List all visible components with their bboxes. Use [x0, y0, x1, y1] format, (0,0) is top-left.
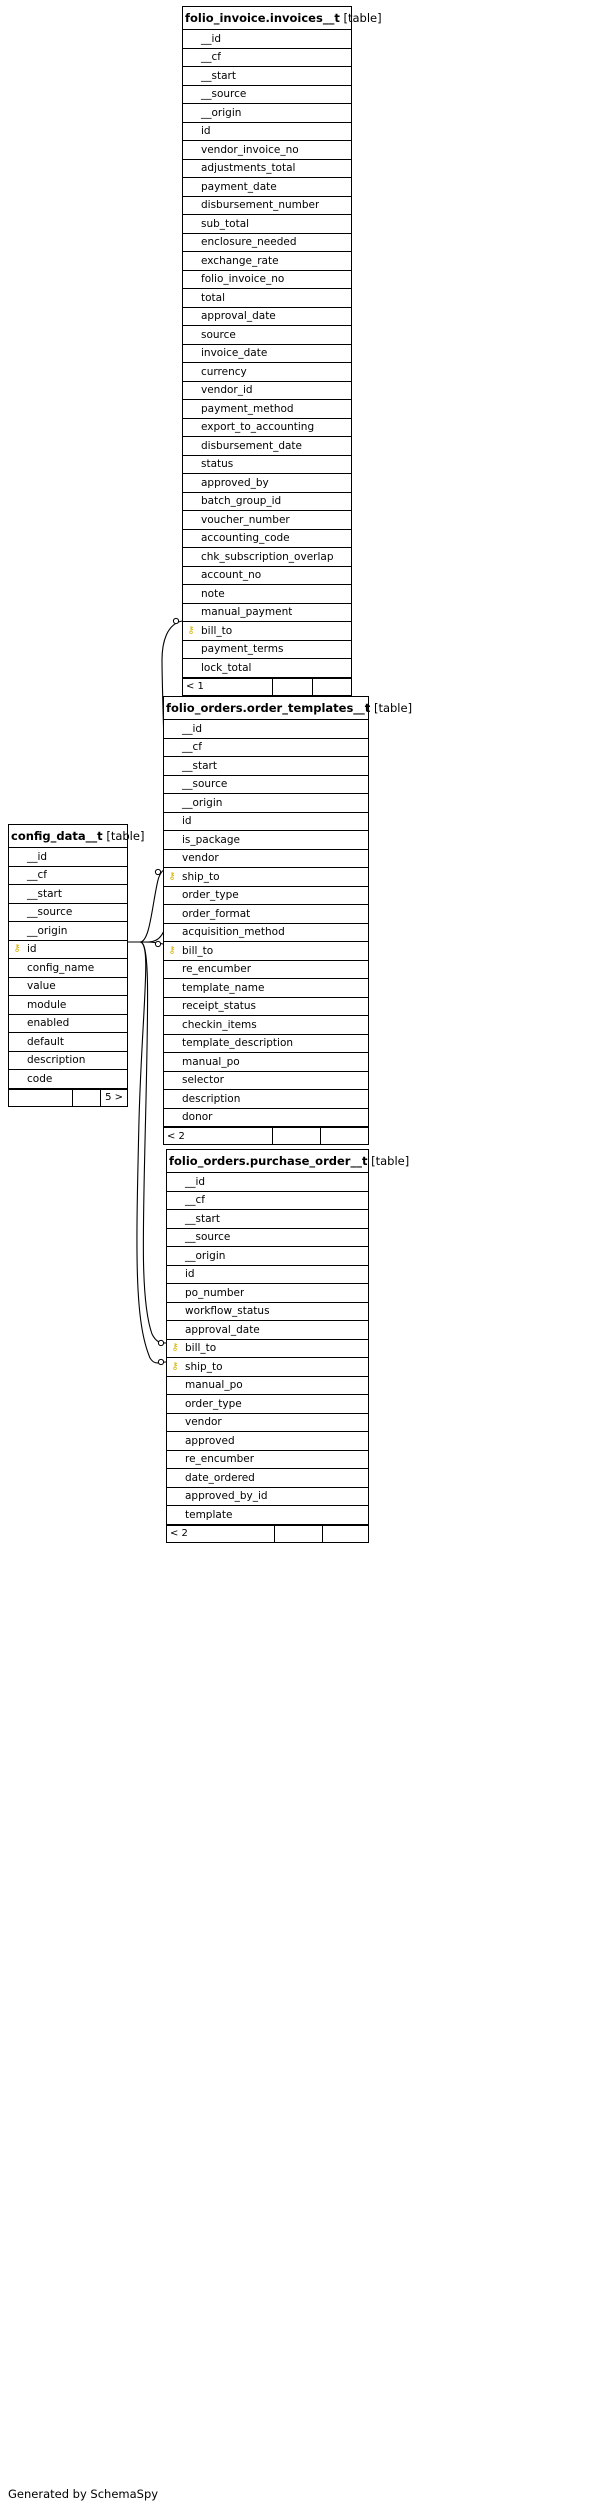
column-name: disbursement_number: [201, 199, 320, 212]
table-name: config_data__t: [11, 829, 103, 843]
footer-left-count: < 1: [183, 679, 273, 695]
foreign-key-icon: ⚷: [168, 870, 176, 882]
column-name: description: [27, 1054, 86, 1067]
column-row[interactable]: [164, 942, 368, 961]
table-title-purchase_order: [167, 1150, 410, 1173]
column-name: __start: [27, 887, 62, 900]
column-name: chk_subscription_overlap: [201, 550, 334, 563]
column-row[interactable]: [183, 49, 351, 68]
footer-middle-cell: [273, 1128, 321, 1144]
column-name: source: [201, 328, 236, 341]
column-row[interactable]: [183, 308, 351, 327]
column-row[interactable]: [164, 1053, 368, 1072]
table-order_templates[interactable]: [163, 696, 413, 1145]
column-row[interactable]: [167, 1451, 368, 1470]
column-row[interactable]: [167, 1358, 368, 1377]
column-row[interactable]: [9, 1015, 127, 1034]
column-row[interactable]: [9, 959, 127, 978]
table-purchase_order[interactable]: [166, 1149, 410, 1543]
column-name: manual_payment: [201, 606, 293, 619]
column-row[interactable]: [167, 1469, 368, 1488]
foreign-key-icon: ⚷: [171, 1360, 179, 1372]
column-name: id: [201, 125, 211, 138]
column-row[interactable]: [164, 739, 368, 758]
column-name: selector: [182, 1074, 224, 1087]
foreign-key-icon: ⚷: [168, 944, 176, 956]
foreign-key-icon: ⚷: [187, 624, 195, 636]
column-row[interactable]: [183, 419, 351, 438]
column-row[interactable]: [167, 1266, 368, 1285]
column-name: approved: [185, 1434, 235, 1447]
column-row[interactable]: [164, 1016, 368, 1035]
column-name: disbursement_date: [201, 439, 303, 452]
column-row[interactable]: [183, 289, 351, 308]
column-row[interactable]: [167, 1506, 368, 1525]
column-name: code: [27, 1072, 53, 1085]
column-row[interactable]: [164, 831, 368, 850]
column-row[interactable]: [164, 905, 368, 924]
column-name: receipt_status: [182, 1000, 256, 1013]
column-row[interactable]: [183, 30, 351, 49]
column-name: bill_to: [201, 624, 233, 637]
column-row[interactable]: [164, 720, 368, 739]
column-name: bill_to: [182, 944, 214, 957]
column-row[interactable]: [167, 1247, 368, 1266]
column-name: __cf: [185, 1194, 205, 1207]
footer-credit: Generated by SchemaSpy: [8, 2487, 159, 2501]
footer-right-count: 5 >: [105, 1092, 123, 1103]
column-name: po_number: [185, 1286, 245, 1299]
table-title-invoices: [183, 7, 382, 30]
column-name: __source: [185, 1231, 231, 1244]
column-row[interactable]: [164, 961, 368, 980]
column-row[interactable]: [183, 197, 351, 216]
footer-right-count: [321, 1128, 368, 1144]
column-row[interactable]: [183, 474, 351, 493]
table-config_data[interactable]: [8, 824, 145, 1107]
column-name: re_encumber: [185, 1453, 255, 1466]
column-name: workflow_status: [185, 1305, 270, 1318]
column-name: export_to_accounting: [201, 421, 315, 434]
column-row[interactable]: [167, 1284, 368, 1303]
column-row[interactable]: [183, 548, 351, 567]
column-row[interactable]: [164, 1090, 368, 1109]
column-row[interactable]: [164, 813, 368, 832]
footer-left-count: [9, 1090, 73, 1106]
column-row[interactable]: [164, 794, 368, 813]
footer-middle-cell: [273, 679, 313, 695]
column-name: __cf: [27, 869, 47, 882]
column-name: order_format: [182, 907, 251, 920]
table-name: folio_orders.purchase_order__t: [169, 1154, 368, 1168]
column-row[interactable]: [183, 437, 351, 456]
column-name: __origin: [27, 924, 68, 937]
column-name: id: [182, 815, 192, 828]
column-name: currency: [201, 365, 247, 378]
column-name: value: [27, 980, 56, 993]
column-row[interactable]: [9, 1033, 127, 1052]
column-name: description: [182, 1092, 241, 1105]
foreign-key-icon: ⚷: [171, 1342, 179, 1354]
column-row[interactable]: [183, 622, 351, 641]
column-row[interactable]: [167, 1229, 368, 1248]
column-name: default: [27, 1035, 64, 1048]
column-name: __start: [182, 759, 217, 772]
column-name: folio_invoice_no: [201, 273, 285, 286]
column-name: __origin: [201, 106, 242, 119]
column-name: acquisition_method: [182, 926, 285, 939]
column-name: module: [27, 998, 67, 1011]
column-row[interactable]: [183, 493, 351, 512]
column-row[interactable]: [183, 67, 351, 86]
column-row[interactable]: [164, 887, 368, 906]
table-title-order_templates: [164, 697, 413, 720]
column-row[interactable]: [183, 160, 351, 179]
table-name: folio_orders.order_templates__t: [166, 701, 371, 715]
table-kind: [table]: [371, 1154, 410, 1168]
column-row[interactable]: [183, 400, 351, 419]
foreign-key-icon: ⚷: [13, 943, 21, 955]
column-row[interactable]: [167, 1192, 368, 1211]
column-name: template: [185, 1508, 233, 1521]
column-name: checkin_items: [182, 1018, 257, 1031]
column-name: account_no: [201, 569, 262, 582]
column-row[interactable]: [9, 1052, 127, 1071]
column-name: __cf: [182, 741, 202, 754]
column-name: lock_total: [201, 661, 252, 674]
column-row[interactable]: [9, 867, 127, 886]
column-row[interactable]: [183, 604, 351, 623]
column-name: __id: [182, 722, 203, 735]
column-name: date_ordered: [185, 1471, 255, 1484]
column-name: vendor: [182, 852, 219, 865]
column-name: payment_date: [201, 180, 277, 193]
table-title-config_data: [9, 825, 145, 848]
footer-right-count: [313, 679, 351, 695]
column-name: note: [201, 587, 225, 600]
column-name: id: [27, 943, 37, 956]
column-name: accounting_code: [201, 532, 290, 545]
table-kind: [table]: [373, 701, 413, 715]
column-name: ship_to: [185, 1360, 223, 1373]
column-name: approved_by_id: [185, 1490, 268, 1503]
column-row[interactable]: [9, 978, 127, 997]
table-kind: [table]: [106, 829, 145, 843]
column-name: __origin: [182, 796, 223, 809]
column-name: manual_po: [182, 1055, 240, 1068]
column-row[interactable]: [183, 326, 351, 345]
column-row[interactable]: [167, 1340, 368, 1359]
column-name: invoice_date: [201, 347, 268, 360]
column-name: __id: [27, 850, 48, 863]
column-row[interactable]: [183, 585, 351, 604]
column-name: sub_total: [201, 217, 250, 230]
column-name: __start: [185, 1212, 220, 1225]
column-name: __id: [201, 32, 222, 45]
table-name: folio_invoice.invoices__t: [185, 11, 340, 25]
column-row[interactable]: [167, 1377, 368, 1396]
column-row[interactable]: [167, 1173, 368, 1192]
column-name: __cf: [201, 51, 221, 64]
footer-left-count: < 2: [167, 1526, 275, 1542]
column-name: template_description: [182, 1037, 294, 1050]
column-row[interactable]: [183, 530, 351, 549]
column-row[interactable]: [183, 345, 351, 364]
footer-middle-cell: [73, 1090, 101, 1106]
column-row[interactable]: [183, 178, 351, 197]
column-row[interactable]: [167, 1303, 368, 1322]
column-name: exchange_rate: [201, 254, 279, 267]
column-name: payment_terms: [201, 643, 284, 656]
column-row[interactable]: [164, 1072, 368, 1091]
column-name: payment_method: [201, 402, 294, 415]
column-row[interactable]: [183, 215, 351, 234]
column-name: vendor: [185, 1416, 222, 1429]
column-name: manual_po: [185, 1379, 243, 1392]
column-name: voucher_number: [201, 513, 290, 526]
column-row[interactable]: [183, 141, 351, 160]
column-name: __source: [201, 88, 247, 101]
column-row[interactable]: [183, 641, 351, 660]
column-name: approved_by: [201, 476, 269, 489]
column-row[interactable]: [183, 86, 351, 105]
table-kind: [table]: [343, 11, 382, 25]
column-name: approval_date: [201, 310, 276, 323]
footer-middle-cell: [275, 1526, 323, 1542]
column-name: __origin: [185, 1249, 226, 1262]
table-invoices[interactable]: [182, 6, 382, 696]
column-row[interactable]: [167, 1395, 368, 1414]
column-row[interactable]: [183, 659, 351, 678]
column-name: __start: [201, 69, 236, 82]
table-footer-config_data: [9, 1089, 127, 1106]
column-row[interactable]: [164, 1035, 368, 1054]
column-row[interactable]: [164, 998, 368, 1017]
column-name: batch_group_id: [201, 495, 282, 508]
column-row[interactable]: [9, 885, 127, 904]
column-name: template_name: [182, 981, 265, 994]
column-row[interactable]: [183, 234, 351, 253]
column-name: ship_to: [182, 870, 220, 883]
column-row[interactable]: [164, 979, 368, 998]
column-name: is_package: [182, 833, 240, 846]
column-row[interactable]: [9, 848, 127, 867]
column-row[interactable]: [167, 1414, 368, 1433]
column-row[interactable]: [183, 382, 351, 401]
column-row[interactable]: [183, 511, 351, 530]
column-row[interactable]: [183, 567, 351, 586]
column-name: bill_to: [185, 1342, 217, 1355]
column-name: vendor_invoice_no: [201, 143, 299, 156]
column-row[interactable]: [167, 1321, 368, 1340]
column-name: donor: [182, 1111, 213, 1124]
column-name: total: [201, 291, 226, 304]
column-name: adjustments_total: [201, 162, 296, 175]
column-name: enclosure_needed: [201, 236, 297, 249]
column-row[interactable]: [164, 776, 368, 795]
column-row[interactable]: [164, 1109, 368, 1128]
table-footer-purchase_order: [167, 1525, 368, 1542]
column-row[interactable]: [164, 924, 368, 943]
column-name: __id: [185, 1175, 206, 1188]
column-row[interactable]: [9, 1070, 127, 1089]
column-row[interactable]: [183, 252, 351, 271]
table-footer-order_templates: [164, 1127, 368, 1144]
column-row[interactable]: [183, 104, 351, 123]
column-row[interactable]: [167, 1432, 368, 1451]
column-row[interactable]: [183, 456, 351, 475]
column-name: status: [201, 458, 234, 471]
column-name: __source: [182, 778, 228, 791]
column-row[interactable]: [183, 271, 351, 290]
column-row[interactable]: [164, 868, 368, 887]
column-name: approval_date: [185, 1323, 260, 1336]
column-row[interactable]: [9, 904, 127, 923]
column-name: re_encumber: [182, 963, 252, 976]
column-row[interactable]: [164, 757, 368, 776]
footer-left-count: < 2: [164, 1128, 273, 1144]
column-name: order_type: [185, 1397, 242, 1410]
column-name: order_type: [182, 889, 239, 902]
column-row[interactable]: [167, 1488, 368, 1507]
column-name: config_name: [27, 961, 95, 974]
column-name: __source: [27, 906, 73, 919]
column-name: id: [185, 1268, 195, 1281]
column-row[interactable]: [164, 850, 368, 869]
column-row[interactable]: [9, 941, 127, 960]
column-name: enabled: [27, 1017, 70, 1030]
column-name: vendor_id: [201, 384, 253, 397]
column-row[interactable]: [9, 996, 127, 1015]
column-row[interactable]: [183, 363, 351, 382]
column-row[interactable]: [167, 1210, 368, 1229]
table-footer-invoices: [183, 678, 351, 695]
column-row[interactable]: [9, 922, 127, 941]
footer-right-count: [323, 1526, 368, 1542]
column-row[interactable]: [183, 123, 351, 142]
